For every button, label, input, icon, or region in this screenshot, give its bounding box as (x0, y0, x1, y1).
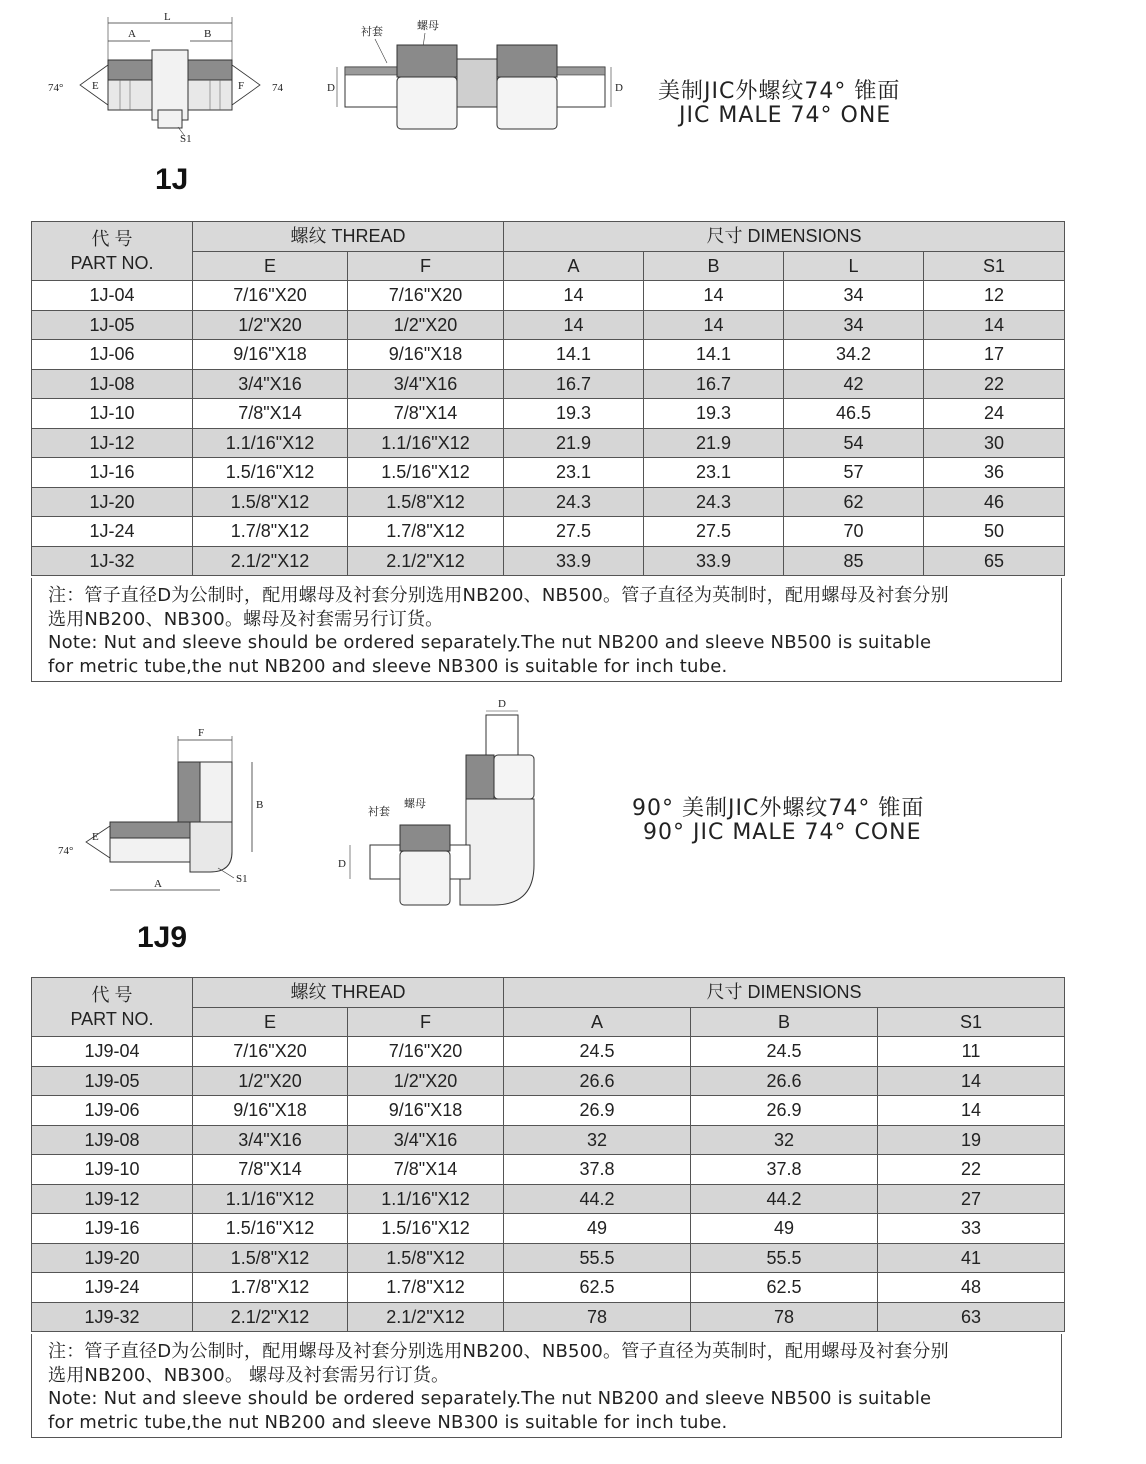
table-cell: 9/16"X18 (193, 340, 348, 370)
table-row (32, 458, 1065, 488)
table-cell: 7/8"X14 (348, 399, 504, 429)
table-cell: 3/4"X16 (193, 369, 348, 399)
table-cell: 34.2 (784, 340, 924, 370)
table-cell: 19.3 (644, 399, 784, 429)
dim-label-D-top: D (498, 698, 506, 710)
table-row (32, 340, 1065, 370)
section-1-title-en: JIC MALE 74° ONE (679, 103, 892, 128)
section-2-title-cn: 90° 美制JIC外螺纹74° 锥面 (632, 796, 925, 821)
dimensions-group-header: 尺寸 DIMENSIONS (504, 978, 1065, 1008)
table-cell: 1/2"X20 (348, 310, 504, 340)
table-cell: 7/8"X14 (193, 1155, 348, 1185)
table-cell: 16.7 (504, 369, 644, 399)
nut-label: 螺母 (404, 798, 426, 810)
table-cell: 44.2 (504, 1184, 691, 1214)
table-cell: 11 (878, 1037, 1065, 1067)
part-number-cell: 1J-32 (32, 546, 193, 576)
table-row (32, 546, 1065, 576)
table-cell: 26.9 (504, 1096, 691, 1126)
table-cell: 85 (784, 546, 924, 576)
table-cell: 24.3 (504, 487, 644, 517)
table-cell: 26.9 (691, 1096, 878, 1126)
part-number-cell: 1J9-32 (32, 1302, 193, 1332)
column-header: F (348, 1007, 504, 1037)
column-header: A (504, 1007, 691, 1037)
table-cell: 1.7/8"X12 (193, 517, 348, 547)
table-row (32, 1096, 1065, 1126)
partno-header-en: PART NO. (70, 253, 154, 273)
table-cell: 1.5/8"X12 (348, 1243, 504, 1273)
dim-label-S1: S1 (180, 133, 192, 145)
table-cell: 1.5/8"X12 (193, 1243, 348, 1273)
table-cell: 48 (878, 1273, 1065, 1303)
table-row (32, 1184, 1065, 1214)
dim-label-D-left: D (327, 82, 335, 94)
part-number-cell: 1J9-24 (32, 1273, 193, 1303)
table-cell: 34 (784, 281, 924, 311)
table-cell: 14 (504, 310, 644, 340)
part-number-cell: 1J-04 (32, 281, 193, 311)
partno-header-cn: 代 号 (91, 229, 133, 249)
table-cell: 1.1/16"X12 (348, 1184, 504, 1214)
table-cell: 21.9 (504, 428, 644, 458)
note-line: for metric tube,the nut NB200 and sleeve NB300 is suitable for inch tube. (48, 655, 728, 677)
sleeve-label: 衬套 (361, 26, 383, 38)
table-cell: 63 (878, 1302, 1065, 1332)
partno-header (32, 978, 193, 1037)
table-cell: 1.1/16"X12 (348, 428, 504, 458)
partno-header-en: PART NO. (70, 1009, 154, 1029)
part-number-cell: 1J9-06 (32, 1096, 193, 1126)
column-header: B (691, 1007, 878, 1037)
partno-header (32, 222, 193, 281)
table-cell: 27 (878, 1184, 1065, 1214)
table-cell: 78 (691, 1302, 878, 1332)
column-header: S1 (924, 251, 1065, 281)
table-row (32, 1066, 1065, 1096)
part-number-cell: 1J-05 (32, 310, 193, 340)
column-header: A (504, 251, 644, 281)
table-cell: 14 (644, 281, 784, 311)
column-header: L (784, 251, 924, 281)
table-cell: 1.5/16"X12 (193, 1214, 348, 1244)
section-1-model-code: 1J (155, 163, 189, 196)
table-cell: 14.1 (644, 340, 784, 370)
elbow-assembly-drawing (330, 695, 560, 915)
table-cell: 41 (878, 1243, 1065, 1273)
table-cell: 46.5 (784, 399, 924, 429)
dimensions-group-header: 尺寸 DIMENSIONS (504, 222, 1065, 252)
table-cell: 1.7/8"X12 (193, 1273, 348, 1303)
table-cell: 33 (878, 1214, 1065, 1244)
table-row (32, 369, 1065, 399)
table-row (32, 399, 1065, 429)
column-header: S1 (878, 1007, 1065, 1037)
table-row (32, 1214, 1065, 1244)
table-cell: 1.5/8"X12 (348, 487, 504, 517)
table-cell: 50 (924, 517, 1065, 547)
section-2-title-en: 90° JIC MALE 74° CONE (643, 820, 922, 845)
thread-group-header: 螺纹 THREAD (193, 222, 504, 252)
table-row (32, 1125, 1065, 1155)
part-number-cell: 1J-06 (32, 340, 193, 370)
part-number-cell: 1J-10 (32, 399, 193, 429)
table-cell: 62.5 (691, 1273, 878, 1303)
sleeve-label: 衬套 (368, 806, 390, 818)
table-cell: 3/4"X16 (348, 369, 504, 399)
table-cell: 19.3 (504, 399, 644, 429)
table-cell: 62.5 (504, 1273, 691, 1303)
table-cell: 23.1 (644, 458, 784, 488)
table-cell: 32 (504, 1125, 691, 1155)
partno-header-cn: 代 号 (91, 985, 133, 1005)
table-cell: 24.5 (691, 1037, 878, 1067)
angle-label-right: 74 (272, 82, 283, 94)
table-cell: 33.9 (504, 546, 644, 576)
straight-union-dimension-drawing (40, 5, 300, 155)
dim-label-E: E (92, 831, 99, 843)
dim-label-B: B (256, 799, 264, 811)
table-cell: 42 (784, 369, 924, 399)
table-cell: 9/16"X18 (193, 1096, 348, 1126)
table-cell: 7/16"X20 (348, 281, 504, 311)
part-number-cell: 1J9-12 (32, 1184, 193, 1214)
spec-table-1j9 (31, 977, 1065, 1332)
table-cell: 26.6 (504, 1066, 691, 1096)
note-line: for metric tube,the nut NB200 and sleeve NB300 is suitable for inch tube. (48, 1411, 728, 1433)
table-cell: 34 (784, 310, 924, 340)
dim-label-S1: S1 (236, 873, 248, 885)
table-cell: 14 (878, 1096, 1065, 1126)
dim-label-F: F (198, 727, 205, 739)
spec-table-1j-body (32, 281, 1065, 576)
dim-label-A: A (154, 878, 162, 890)
column-header: E (193, 251, 348, 281)
dim-label-E: E (92, 80, 99, 92)
note-line: 注：管子直径D为公制时，配用螺母及衬套分别选用NB200、NB500。管子直径为英制时，配用螺母及衬套分别 (48, 585, 949, 606)
part-number-cell: 1J-24 (32, 517, 193, 547)
table-cell: 32 (691, 1125, 878, 1155)
table-cell: 7/16"X20 (193, 1037, 348, 1067)
table-cell: 7/16"X20 (348, 1037, 504, 1067)
table-row (32, 281, 1065, 311)
table-cell: 23.1 (504, 458, 644, 488)
table-cell: 21.9 (644, 428, 784, 458)
table-cell: 54 (784, 428, 924, 458)
section-2-model-code: 1J9 (137, 921, 188, 954)
table-row (32, 1243, 1065, 1273)
table-cell: 1/2"X20 (193, 1066, 348, 1096)
table-cell: 24 (924, 399, 1065, 429)
table-cell: 1.5/8"X12 (193, 487, 348, 517)
table-cell: 12 (924, 281, 1065, 311)
table-cell: 55.5 (691, 1243, 878, 1273)
angle-label-left: 74° (58, 845, 74, 857)
table-cell: 7/8"X14 (193, 399, 348, 429)
table-cell: 3/4"X16 (193, 1125, 348, 1155)
column-header: E (193, 1007, 348, 1037)
angle-label-left: 74° (48, 82, 64, 94)
table-cell: 78 (504, 1302, 691, 1332)
table-cell: 14.1 (504, 340, 644, 370)
table-cell: 22 (878, 1155, 1065, 1185)
note-line: 选用NB200、NB300。 螺母及衬套需另行订货。 (48, 1364, 450, 1386)
section-1-title-cn: 美制JIC外螺纹74° 锥面 (658, 79, 901, 104)
column-header: F (348, 251, 504, 281)
table-cell: 55.5 (504, 1243, 691, 1273)
section-1-note (31, 578, 1062, 682)
dim-label-D-right: D (615, 82, 623, 94)
table-cell: 30 (924, 428, 1065, 458)
table-cell: 16.7 (644, 369, 784, 399)
table-row (32, 1273, 1065, 1303)
part-number-cell: 1J-12 (32, 428, 193, 458)
section-2-note (31, 1334, 1062, 1438)
table-cell: 17 (924, 340, 1065, 370)
nut-label: 螺母 (417, 20, 439, 32)
dim-label-D-left: D (338, 858, 346, 870)
table-cell: 1.1/16"X12 (193, 428, 348, 458)
table-row (32, 1155, 1065, 1185)
table-row (32, 310, 1065, 340)
note-line: 选用NB200、NB300。螺母及衬套需另行订货。 (48, 608, 444, 630)
part-number-cell: 1J9-16 (32, 1214, 193, 1244)
table-cell: 36 (924, 458, 1065, 488)
table-row (32, 1302, 1065, 1332)
table-cell: 65 (924, 546, 1065, 576)
table-row (32, 517, 1065, 547)
table-cell: 14 (924, 310, 1065, 340)
table-cell: 9/16"X18 (348, 1096, 504, 1126)
elbow-dimension-drawing (50, 722, 280, 902)
table-cell: 7/8"X14 (348, 1155, 504, 1185)
table-cell: 33.9 (644, 546, 784, 576)
part-number-cell: 1J-16 (32, 458, 193, 488)
table-cell: 14 (878, 1066, 1065, 1096)
table-cell: 2.1/2"X12 (348, 546, 504, 576)
table-cell: 7/16"X20 (193, 281, 348, 311)
table-row (32, 487, 1065, 517)
part-number-cell: 1J9-20 (32, 1243, 193, 1273)
table-cell: 19 (878, 1125, 1065, 1155)
part-number-cell: 1J9-08 (32, 1125, 193, 1155)
table-cell: 22 (924, 369, 1065, 399)
dim-label-L: L (164, 11, 171, 23)
table-cell: 1.1/16"X12 (193, 1184, 348, 1214)
part-number-cell: 1J-20 (32, 487, 193, 517)
part-number-cell: 1J-08 (32, 369, 193, 399)
note-line: 注：管子直径D为公制时，配用螺母及衬套分别选用NB200、NB500。管子直径为英制时，配用螺母及衬套分别 (48, 1341, 949, 1362)
straight-union-assembly-drawing (325, 15, 625, 135)
table-cell: 14 (644, 310, 784, 340)
table-cell: 27.5 (644, 517, 784, 547)
table-cell: 26.6 (691, 1066, 878, 1096)
dim-label-A: A (128, 28, 136, 40)
table-cell: 27.5 (504, 517, 644, 547)
table-cell: 2.1/2"X12 (193, 546, 348, 576)
table-cell: 70 (784, 517, 924, 547)
table-cell: 24.3 (644, 487, 784, 517)
table-cell: 1/2"X20 (193, 310, 348, 340)
table-cell: 1.5/16"X12 (348, 458, 504, 488)
table-cell: 9/16"X18 (348, 340, 504, 370)
table-cell: 2.1/2"X12 (193, 1302, 348, 1332)
spec-table-1j (31, 221, 1065, 576)
part-number-cell: 1J9-04 (32, 1037, 193, 1067)
table-cell: 62 (784, 487, 924, 517)
dim-label-F: F (238, 80, 245, 92)
table-cell: 1.5/16"X12 (348, 1214, 504, 1244)
table-cell: 3/4"X16 (348, 1125, 504, 1155)
table-cell: 57 (784, 458, 924, 488)
spec-table-1j9-body (32, 1037, 1065, 1332)
table-cell: 24.5 (504, 1037, 691, 1067)
table-cell: 46 (924, 487, 1065, 517)
thread-group-header: 螺纹 THREAD (193, 978, 504, 1008)
table-cell: 49 (504, 1214, 691, 1244)
part-number-cell: 1J9-10 (32, 1155, 193, 1185)
table-cell: 37.8 (691, 1155, 878, 1185)
note-line: Note: Nut and sleeve should be ordered separately.The nut NB200 and sleeve NB500 is suitable (48, 1388, 932, 1409)
table-row (32, 428, 1065, 458)
dim-label-B: B (204, 28, 212, 40)
table-cell: 1.5/16"X12 (193, 458, 348, 488)
table-cell: 1.7/8"X12 (348, 517, 504, 547)
note-line: Note: Nut and sleeve should be ordered separately.The nut NB200 and sleeve NB500 is suitable (48, 632, 932, 653)
table-cell: 1/2"X20 (348, 1066, 504, 1096)
table-cell: 1.7/8"X12 (348, 1273, 504, 1303)
table-row (32, 1037, 1065, 1067)
table-cell: 2.1/2"X12 (348, 1302, 504, 1332)
table-cell: 37.8 (504, 1155, 691, 1185)
table-cell: 44.2 (691, 1184, 878, 1214)
part-number-cell: 1J9-05 (32, 1066, 193, 1096)
table-cell: 49 (691, 1214, 878, 1244)
column-header: B (644, 251, 784, 281)
table-cell: 14 (504, 281, 644, 311)
